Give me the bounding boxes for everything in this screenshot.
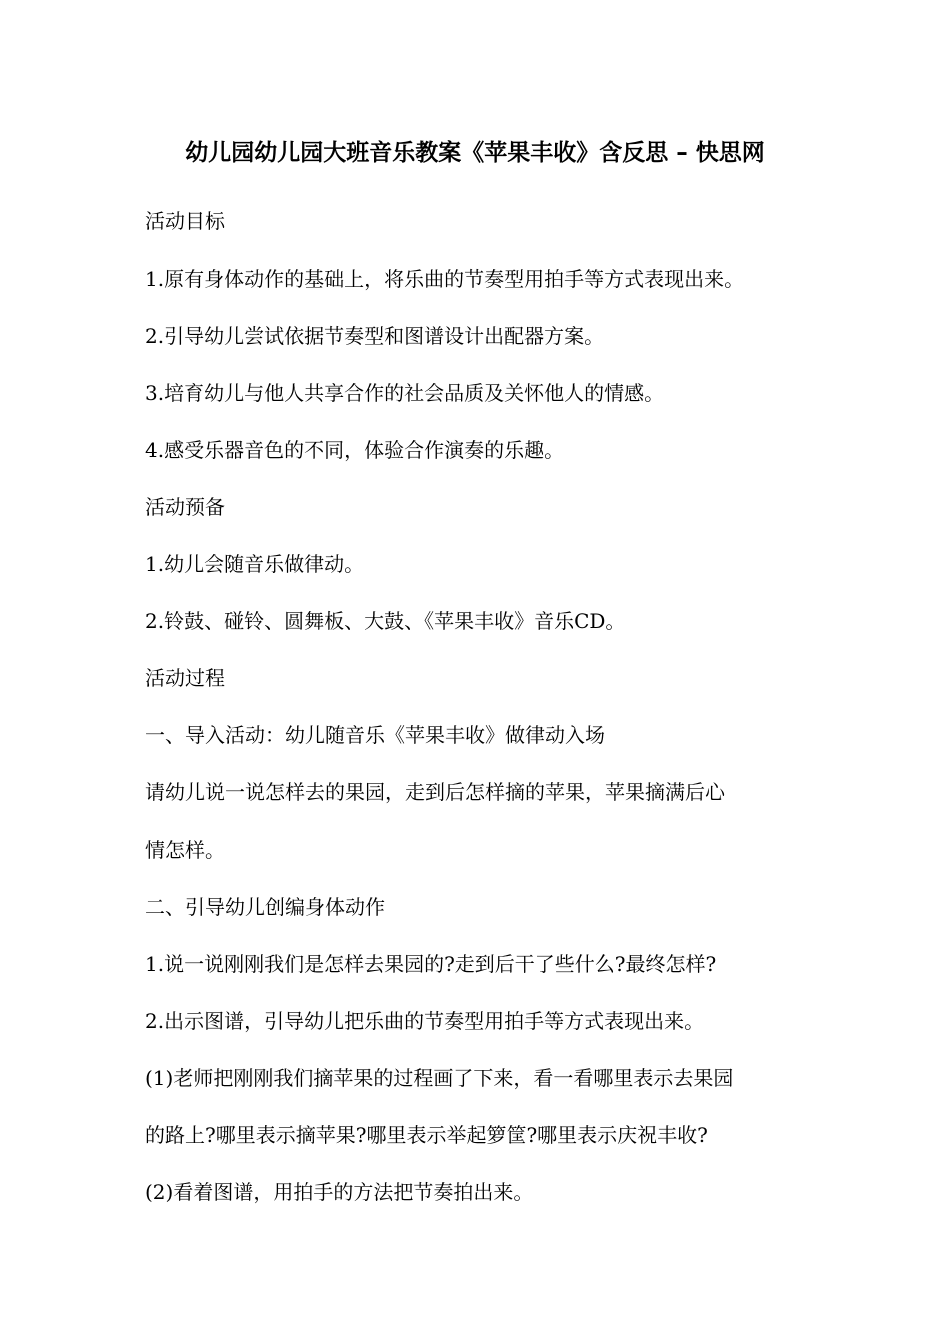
- paragraph-line: (1)老师把刚刚我们摘苹果的过程画了下来，看一看哪里表示去果园: [145, 1066, 734, 1090]
- paragraph-line: 3.培育幼儿与他人共享合作的社会品质及关怀他人的情感。: [145, 381, 665, 405]
- document-title: 幼儿园幼儿园大班音乐教案《苹果丰收》含反思 – 快思网: [185, 140, 765, 166]
- paragraph-line: 一、导入活动：幼儿随音乐《苹果丰收》做律动入场: [145, 723, 605, 747]
- paragraph-line: 2.铃鼓、碰铃、圆舞板、大鼓、《苹果丰收》音乐CD。: [145, 609, 626, 633]
- section-heading-process: 活动过程: [145, 666, 225, 690]
- paragraph-line: (2)看着图谱，用拍手的方法把节奏拍出来。: [145, 1180, 534, 1204]
- paragraph-line: 1.原有身体动作的基础上，将乐曲的节奏型用拍手等方式表现出来。: [145, 267, 745, 291]
- paragraph-line: 的路上?哪里表示摘苹果?哪里表示举起箩筐?哪里表示庆祝丰收?: [145, 1123, 708, 1147]
- paragraph-line: 请幼儿说一说怎样去的果园，走到后怎样摘的苹果，苹果摘满后心: [145, 780, 725, 804]
- section-heading-preparation: 活动预备: [145, 495, 225, 519]
- paragraph-line: 情怎样。: [145, 838, 225, 862]
- paragraph-line: 2.出示图谱，引导幼儿把乐曲的节奏型用拍手等方式表现出来。: [145, 1009, 705, 1033]
- section-heading-goals: 活动目标: [145, 209, 225, 233]
- paragraph-line: 1.说一说刚刚我们是怎样去果园的?走到后干了些什么?最终怎样?: [145, 952, 717, 976]
- paragraph-line: 二、引导幼儿创编身体动作: [145, 895, 385, 919]
- paragraph-line: 4.感受乐器音色的不同，体验合作演奏的乐趣。: [145, 438, 565, 462]
- paragraph-line: 1.幼儿会随音乐做律动。: [145, 552, 365, 576]
- paragraph-line: 2.引导幼儿尝试依据节奏型和图谱设计出配器方案。: [145, 324, 605, 348]
